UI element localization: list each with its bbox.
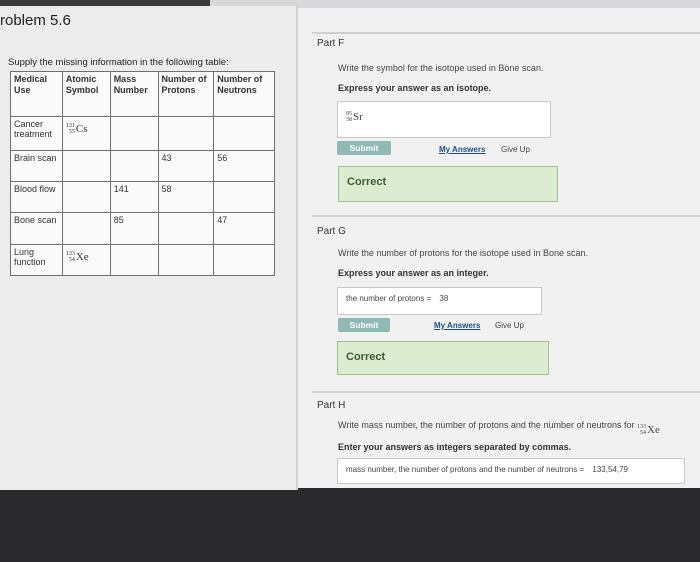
cell-mass-number: 85 (110, 213, 158, 245)
part-f-give-up-link[interactable]: Give Up (501, 145, 530, 154)
cell-mass-number[interactable] (110, 151, 158, 182)
part-g-feedback: Correct (337, 341, 549, 375)
mass-number: 133 (637, 424, 647, 430)
cell-medical-use: Brain scan (11, 151, 63, 182)
nuclide-symbol (66, 251, 89, 263)
header-number-of-neutrons: Number of Neutrons (214, 72, 275, 117)
header-number-of-protons: Number of Protons (158, 72, 214, 117)
part-h-title: Part H (317, 400, 346, 411)
cell-atomic-symbol (62, 245, 110, 276)
cell-neutrons[interactable] (214, 245, 275, 276)
problem-title: roblem 5.6 (0, 12, 71, 29)
cell-protons: 43 (158, 151, 214, 182)
element-symbol: Xe (647, 424, 660, 436)
table-row (11, 245, 275, 276)
part-g-my-answers-link[interactable]: My Answers (434, 321, 481, 330)
element-symbol: Cs (75, 123, 88, 135)
part-f-my-answers-link[interactable]: My Answers (439, 145, 486, 154)
part-h-answer-label: mass number, the number of protons and the number of neutrons = (346, 465, 585, 474)
nuclide-symbol (346, 111, 363, 123)
atomic-number: 38 (346, 117, 352, 123)
cell-mass-number: 141 (110, 182, 158, 213)
cell-neutrons[interactable] (214, 117, 275, 151)
cell-medical-use: Blood flow (11, 182, 63, 213)
nuclide-symbol (637, 424, 660, 436)
cell-atomic-symbol[interactable] (62, 151, 110, 182)
section-divider (312, 215, 700, 217)
part-g-answer-field[interactable] (337, 287, 542, 315)
cell-medical-use: Cancer treatment (11, 117, 63, 151)
part-f-prompt: Write the symbol for the isotope used in Bone scan. (338, 63, 544, 73)
cell-protons: 58 (158, 182, 214, 213)
bottom-dark-area (0, 490, 700, 562)
cell-protons[interactable] (158, 213, 214, 245)
table-header-row (11, 72, 275, 117)
section-divider (312, 32, 700, 34)
part-g-answer-value: 38 (439, 294, 449, 303)
part-g-prompt: Write the number of protons for the isotope used in Bone scan. (338, 248, 588, 258)
part-g-answer-label: the number of protons = (346, 294, 432, 303)
mass-number: 133 (65, 251, 75, 257)
nuclide-symbol (66, 123, 88, 135)
cell-protons[interactable] (158, 245, 214, 276)
cell-neutrons: 56 (214, 151, 275, 182)
cell-neutrons: 47 (214, 213, 275, 245)
part-h-instruction: Enter your answers as integers separated by commas. (338, 442, 572, 452)
part-f-title: Part F (317, 38, 345, 49)
element-symbol: Sr (353, 111, 363, 123)
part-f-submit-button[interactable]: Submit (337, 141, 391, 155)
part-f-answer-field[interactable] (337, 101, 551, 138)
header-atomic-symbol: Atomic Symbol (62, 72, 110, 117)
cell-atomic-symbol[interactable] (62, 182, 110, 213)
part-f-feedback: Correct (338, 166, 558, 202)
mass-number: 131 (65, 123, 75, 129)
part-h-answer-field[interactable] (337, 458, 685, 484)
cell-neutrons[interactable] (214, 182, 275, 213)
header-mass-number: Mass Number (110, 72, 158, 117)
part-f-instruction: Express your answer as an isotope. (338, 83, 492, 93)
header-medical-use: Medical Use (11, 72, 63, 117)
table-row (11, 213, 275, 245)
part-h-answer-value: 133,54,79 (592, 465, 628, 474)
part-g-instruction: Express your answer as an integer. (338, 268, 489, 278)
cell-medical-use: Bone scan (11, 213, 63, 245)
table-row (11, 182, 275, 213)
element-symbol: Xe (75, 251, 89, 263)
atomic-number: 54 (640, 430, 647, 436)
table-row (11, 117, 275, 151)
section-divider (312, 391, 700, 393)
cell-atomic-symbol[interactable] (62, 213, 110, 245)
part-h-prompt (338, 420, 660, 436)
cell-mass-number[interactable] (110, 245, 158, 276)
cell-atomic-symbol (62, 117, 110, 151)
cell-medical-use: Lung function (11, 245, 63, 276)
part-h-prompt-text: Write mass number, the number of protons and the number of neutrons for (338, 420, 635, 430)
part-g-give-up-link[interactable]: Give Up (495, 321, 524, 330)
cell-mass-number[interactable] (110, 117, 158, 151)
table-caption: Supply the missing information in the following table: (8, 57, 229, 68)
atomic-number: 54 (68, 257, 75, 263)
mass-number: 85 (346, 111, 352, 117)
part-g-title: Part G (317, 226, 346, 237)
part-g-submit-button[interactable]: Submit (338, 318, 390, 332)
isotope-table (10, 71, 275, 276)
cell-protons[interactable] (158, 117, 214, 151)
atomic-number: 55 (68, 129, 75, 135)
table-row (11, 151, 275, 182)
